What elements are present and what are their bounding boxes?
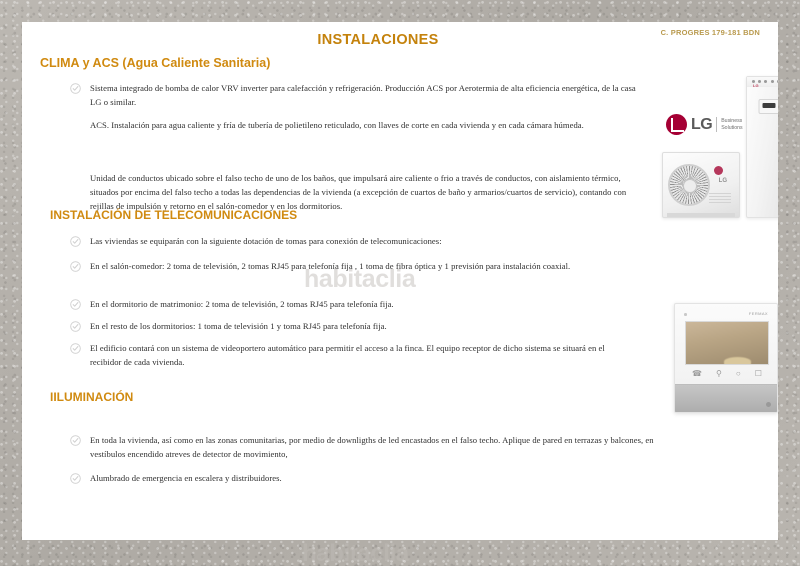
document-page [22, 22, 778, 540]
key-icon[interactable]: ⚲ [716, 369, 722, 378]
status-led-icon [684, 313, 687, 316]
lg-mark-icon [714, 166, 723, 175]
video-intercom-image [674, 303, 778, 413]
vent-line [709, 196, 731, 197]
document-reference: C. PROGRES 179-181 BDN [660, 28, 760, 37]
paragraph: En toda la vivienda, así como en las zonas comunitarias, por medio de downligths de led encastados en el falso techo. Aplique de pared en terrazas y balcones, en vestíbulos encendido atreves de detector de movimiento, [90, 435, 654, 459]
bullet-telecom-1 [70, 235, 630, 249]
page-title: INSTALACIONES [317, 32, 439, 48]
check-circle-icon [70, 236, 81, 247]
bullet-telecom-5 [70, 342, 636, 370]
section-heading-clima: CLIMA y ACS (Agua Caliente Sanitaria) [40, 56, 271, 70]
check-circle-icon [70, 435, 81, 446]
lg-tagline-line2: Solutions [721, 124, 743, 131]
lg-equipment-image [662, 74, 778, 226]
outdoor-condenser-unit-image [662, 152, 740, 218]
port [758, 80, 761, 83]
bullet-text-group [90, 82, 640, 133]
unit-base [667, 213, 735, 217]
lg-logo [666, 114, 743, 135]
circle-icon[interactable]: ○ [735, 369, 741, 378]
paragraph: ACS. Instalación para agua caliente y fría de tubería de polietileno reticulado, con llaves de corte en cada vivienda y en cada cámara húmeda. [90, 119, 584, 130]
section-heading-iluminacion: IILUMINACIÓN [50, 390, 134, 404]
paragraph: Unidad de conductos ubicado sobre el falso techo de uno de los baños, que impulsará aire caliente o frio a través de conductos, con aislamiento térmico, situados por encima del falso techo a todas las dependencias de la vivienda (a excepción de cuartos de baño y armarios/cuartos de servicio), contando con rejillas de impulsión y retorno en el salón-comedor y en los dormitorios. [90, 173, 627, 211]
intercom-brand-label: FERMAX [748, 311, 768, 316]
check-circle-icon [70, 343, 81, 354]
paragraph: En el resto de los dormitorios: 1 toma de televisión 1 y toma RJ45 para telefonía fija. [90, 321, 387, 331]
paragraph: Alumbrado de emergencia en escalera y distribuidores. [90, 473, 282, 483]
bullet-telecom-3 [70, 298, 636, 312]
check-circle-icon [70, 473, 81, 484]
vent-line [709, 202, 731, 203]
tank-top [747, 77, 778, 87]
check-circle-icon [70, 321, 81, 332]
bullet-telecom-4 [70, 320, 636, 334]
lg-mark-icon [666, 114, 687, 135]
watermark: habitaclia [304, 265, 416, 293]
water-tank-unit-image [746, 76, 778, 218]
intercom-base [675, 385, 777, 412]
check-circle-icon [70, 299, 81, 310]
watermark-bottom: habitaclia [302, 540, 409, 566]
port [764, 80, 767, 83]
lg-tagline-line1: Business [721, 118, 743, 124]
bullet-clima-1 [70, 82, 640, 133]
bullet-iluminacion-2 [70, 472, 636, 486]
tank-brand-label: LG [753, 83, 759, 88]
logo-divider [716, 117, 717, 132]
lg-wordmark: LG [691, 115, 713, 133]
bullet-telecom-2 [70, 260, 636, 274]
intercom-controls [685, 370, 769, 378]
outdoor-brand-label: LG [718, 178, 727, 184]
door-icon[interactable]: ☐ [754, 369, 762, 378]
intercom-screen [685, 321, 769, 365]
screen-overlay [686, 322, 768, 364]
section-heading-telecomunicaciones: INSTALACIÓN DE TELECOMUNICACIONES [50, 208, 298, 222]
port [771, 80, 774, 83]
check-circle-icon [70, 261, 81, 272]
check-circle-icon [70, 83, 81, 94]
port [777, 80, 778, 83]
paragraph: En el salón-comedor: 2 toma de televisión, 2 tomas RJ45 para telefonía fija , 1 toma de fibra óptica y 1 previsión para instalación coaxial. [90, 261, 571, 271]
phone-icon[interactable]: ☎ [692, 369, 702, 378]
vent-line [709, 193, 731, 194]
paragraph: Sistema integrado de bomba de calor VRV inverter para calefacción y refrigeración. Producción ACS por Aerotermia de alta eficiencia energética, de la casa LG o similar. [90, 83, 636, 107]
tank-display-screen [759, 99, 779, 114]
vent-line [709, 199, 731, 200]
lg-tagline [721, 118, 742, 131]
vent-lines [709, 193, 731, 205]
paragraph: En el dormitorio de matrimonio: 2 toma de televisión, 2 tomas RJ45 para telefonía fija. [90, 299, 394, 309]
fan-grille-icon [668, 164, 710, 206]
paragraph: Las viviendas se equiparán con la siguiente dotación de tomas para conexión de telecomunicaciones: [90, 236, 442, 246]
paragraph: El edificio contará con un sistema de videoportero automático para permitir el acceso a la finca. El equipo receptor de dicho sistema se situará en el recibidor de cada vivienda. [90, 343, 605, 367]
bullet-iluminacion-1 [70, 434, 662, 462]
